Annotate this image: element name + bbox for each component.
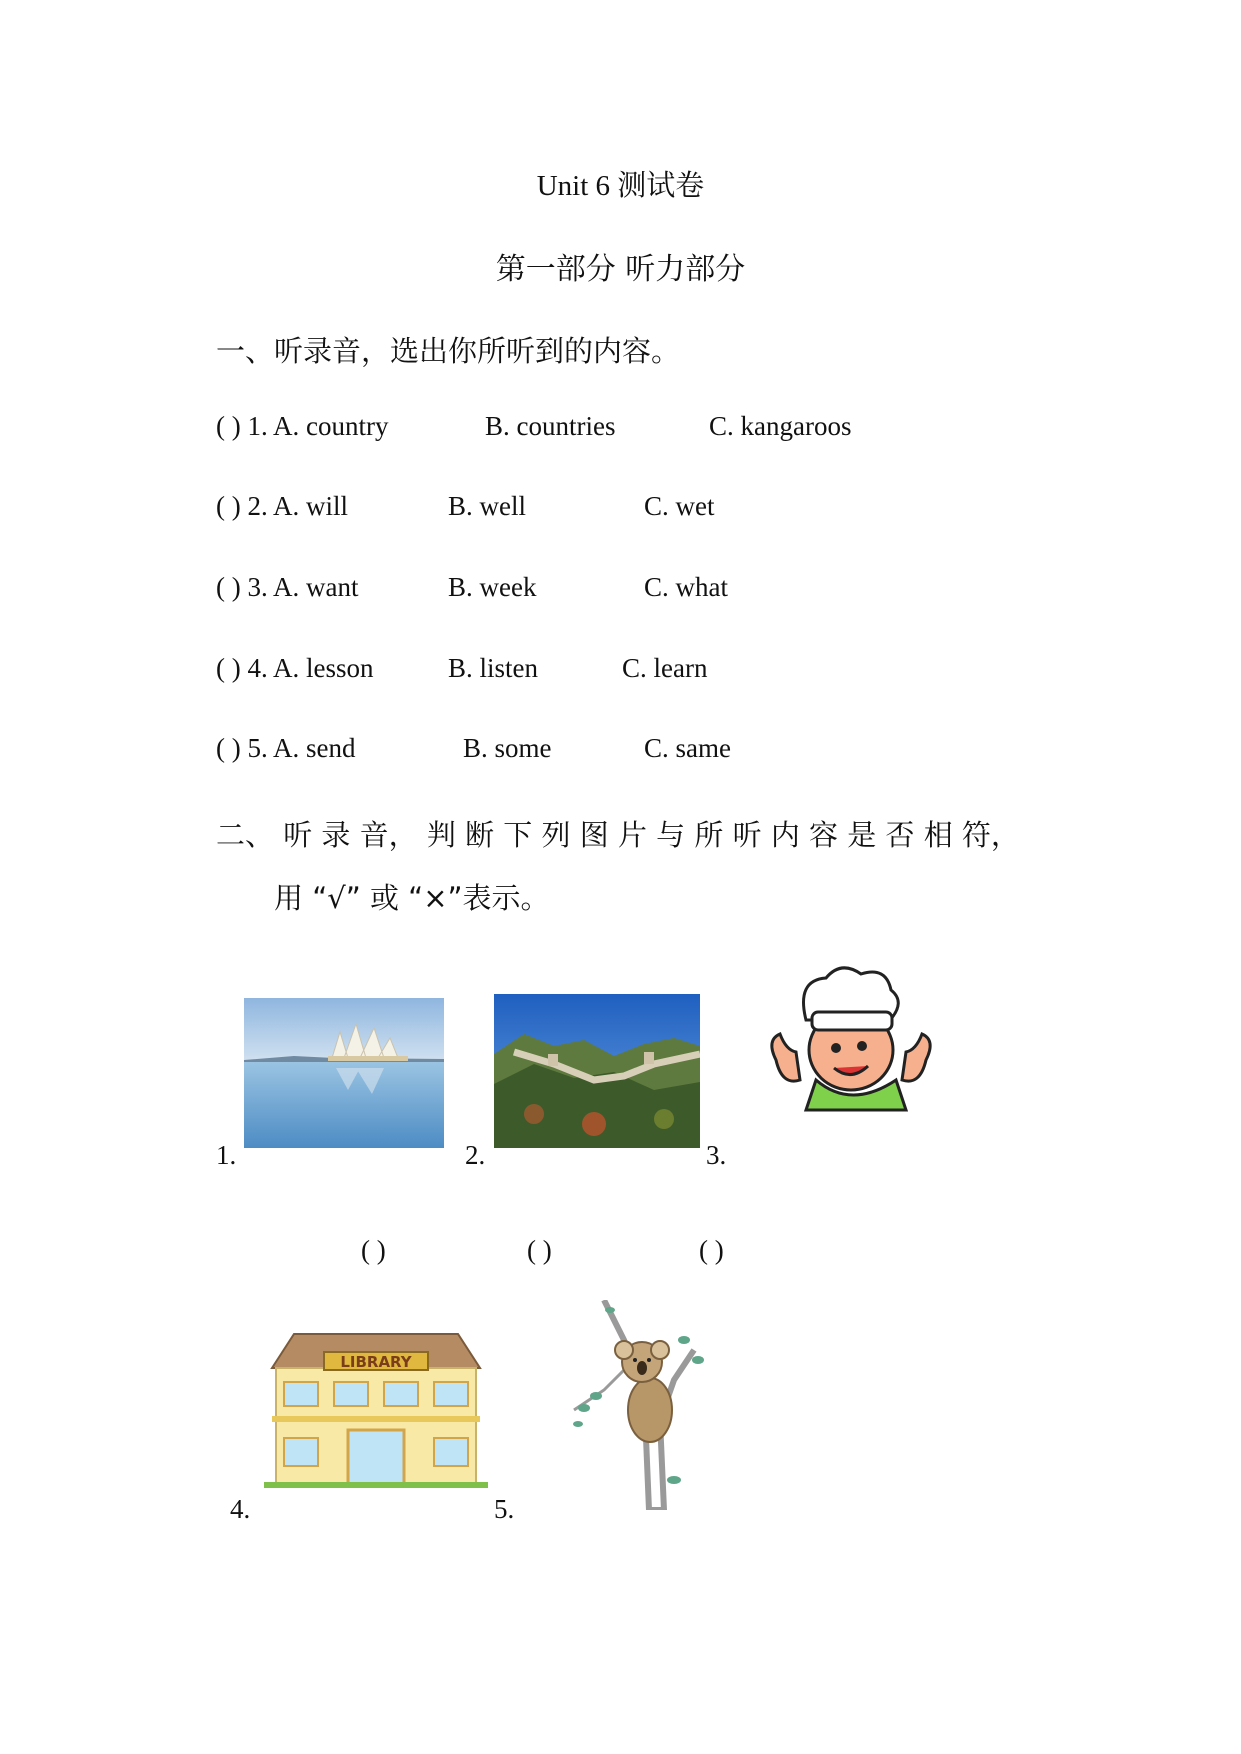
page-title: Unit 6 测试卷 xyxy=(536,170,705,202)
sydney-opera-house-photo xyxy=(244,998,444,1148)
q3-prefix: ( ) 3. A. want xyxy=(216,572,359,602)
answer-paren-1[interactable]: ( ) xyxy=(361,1235,386,1265)
picture-number-3: 3. xyxy=(706,1140,727,1170)
chef-thumbs-up-cartoon xyxy=(756,960,946,1120)
q5-prefix: ( ) 5. A. send xyxy=(216,733,356,763)
picture-number-1: 1. xyxy=(216,1140,237,1170)
q1-prefix: ( ) 1. A. country xyxy=(216,411,389,441)
section1-heading: 一、听录音，选出你所听到的内容。 xyxy=(216,334,681,368)
picture-number-5: 5. xyxy=(494,1494,515,1524)
q4-prefix: ( ) 4. A. lesson xyxy=(216,653,374,683)
section2-heading-line1: 二、 听 录 音， 判 断 下 列 图 片 与 所 听 内 容 是 否 相 符， xyxy=(216,818,1020,852)
q1-option-c: C. kangaroos xyxy=(709,411,852,441)
picture-number-4: 4. xyxy=(230,1494,251,1524)
answer-paren-2[interactable]: ( ) xyxy=(527,1235,552,1265)
q4-option-b: B. listen xyxy=(448,653,539,683)
q2-prefix: ( ) 2. A. will xyxy=(216,491,348,521)
section2-heading-line2: 用 “√” 或 “×”表示。 xyxy=(274,881,550,915)
answer-paren-3[interactable]: ( ) xyxy=(699,1235,724,1265)
koala-on-tree-drawing xyxy=(564,1300,714,1510)
q2-option-b: B. well xyxy=(448,491,526,521)
picture-number-2: 2. xyxy=(465,1140,486,1170)
q5-option-c: C. same xyxy=(644,733,731,763)
q2-option-c: C. wet xyxy=(644,491,715,521)
q5-option-b: B. some xyxy=(463,733,552,763)
q3-option-b: B. week xyxy=(448,572,537,602)
library-building-cartoon xyxy=(264,1330,488,1492)
q1-option-b: B. countries xyxy=(485,411,616,441)
page-subtitle: 第一部分 听力部分 xyxy=(495,252,746,287)
q4-option-c: C. learn xyxy=(622,653,708,683)
great-wall-photo xyxy=(494,994,700,1148)
library-sign: LIBRARY xyxy=(340,1353,412,1371)
q3-option-c: C. what xyxy=(644,572,728,602)
